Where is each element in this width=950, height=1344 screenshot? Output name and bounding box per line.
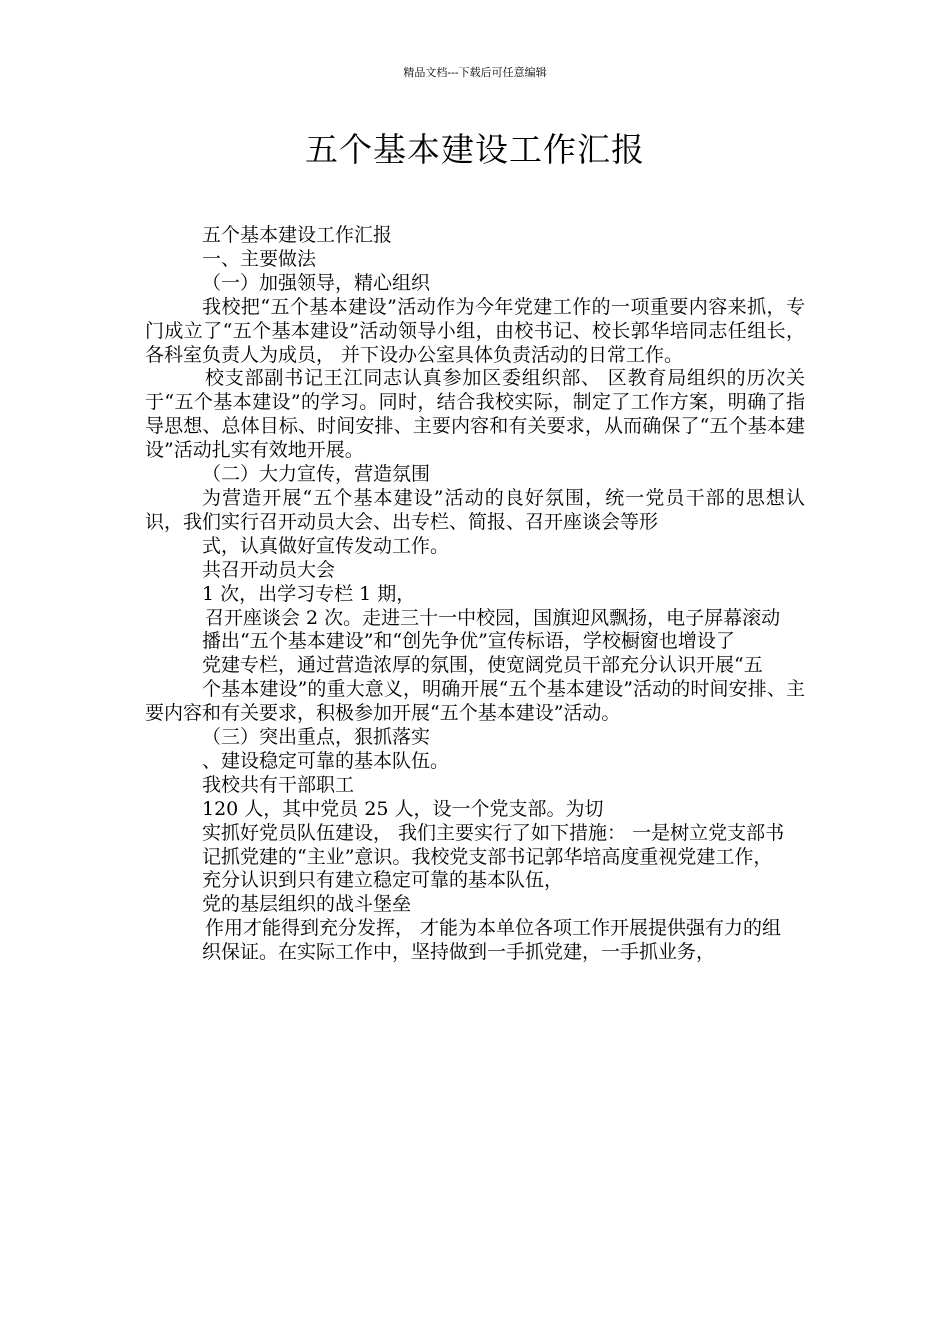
paragraph: 我校把“五个基本建设”活动作为今年党建工作的一项重要内容来抓，专门成立了“五个基本建设”活动领导小组，由校书记、校长郭华培同志任组长， 各科室负责人为成员， 并下设办公室具体负责活动的日常工作。	[145, 295, 805, 366]
paragraph: 共召开动员大会	[202, 558, 336, 581]
paragraph: 我校共有干部职工	[202, 773, 355, 796]
subsection-heading: （三）突出重点，狠抓落实	[202, 726, 431, 749]
subsection-heading: （二）大力宣传，营造氛围	[202, 463, 431, 486]
paragraph: 1 次，出学习专栏 1 期，	[202, 582, 416, 605]
paragraph: 个基本建设”的重大意义，明确开展“五个基本建设”活动的时间安排、主要内容和有关要求，积极参加开展“五个基本建设”活动。	[145, 678, 805, 725]
paragraph: 播出“五个基本建设”和“创先争优”宣传标语，学校橱窗也增设了	[202, 630, 735, 653]
subtitle: 五个基本建设工作汇报	[202, 224, 393, 246]
paragraph: 120 人，其中党员 25 人，设一个党支部。为切	[202, 797, 604, 820]
paragraph: 党建专栏，通过营造浓厚的氛围，使宽阔党员干部充分认识开展“五	[202, 654, 763, 677]
paragraph: 、建设稳定可靠的基本队伍。	[202, 749, 450, 772]
paragraph: 为营造开展“五个基本建设”活动的良好氛围，统一党员干部的思想认识，我们实行召开动员大会、出专栏、简报、召开座谈会等形	[145, 486, 805, 533]
paragraph: 党的基层组织的战斗堡垒	[202, 893, 412, 916]
document-body	[145, 224, 805, 965]
paragraph: 式，认真做好宣传发动工作。	[202, 534, 450, 557]
paragraph: 实抓好党员队伍建设， 我们主要实行了如下措施： 一是树立党支部书	[202, 821, 785, 844]
paragraph: 织保证。在实际工作中，坚持做到一手抓党建，一手抓业务，	[202, 941, 716, 964]
paragraph: 校支部副书记王江同志认真参加区委组织部、 区教育局组织的历次关于“五个基本建设”的学习。同时，结合我校实际，制定了工作方案，明确了指导思想、总体目标、时间安排、主要内容和有关要求，从而确保了“五个基本建设”活动扎实有效地开展。	[145, 367, 805, 462]
header-note: 精品文档---下载后可任意编辑	[403, 66, 547, 79]
section-heading: 一、主要做法	[202, 247, 317, 270]
paragraph: 记抓党建的“主业”意识。我校党支部书记郭华培高度重视党建工作，	[202, 845, 773, 868]
subsection-heading: （一）加强领导，精心组织	[202, 271, 431, 294]
paragraph: 召开座谈会 2 次。走进三十一中校园，国旗迎风飘扬，电子屏幕滚动	[205, 606, 781, 629]
paragraph: 充分认识到只有建立稳定可靠的基本队伍，	[202, 869, 564, 892]
paragraph: 作用才能得到充分发挥， 才能为本单位各项工作开展提供强有力的组	[205, 917, 782, 940]
document-title: 五个基本建设工作汇报	[305, 130, 645, 169]
